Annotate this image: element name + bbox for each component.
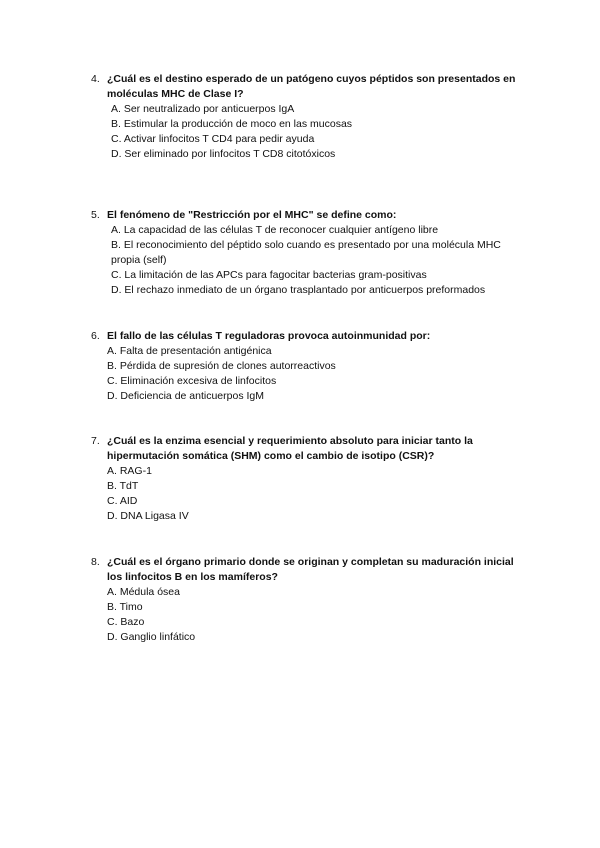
option-c: C. Bazo [107,616,145,628]
option-b: B. TdT [107,480,139,492]
question-header [91,72,531,102]
option-d: D. DNA Ligasa IV [107,510,189,522]
question-7 [91,434,531,524]
question-header [91,555,531,585]
question-header [91,329,531,344]
question-header [91,208,531,223]
option-b: B. Estimular la producción de moco en las mucosas [111,118,353,130]
option-b: B. Timo [107,601,143,613]
options-list [111,223,531,298]
options-list [107,464,531,524]
question-number: 4. [91,73,100,85]
question-6 [91,329,531,404]
question-number: 5. [91,209,100,221]
options-list [107,344,531,404]
question-text: El fenómeno de "Restricción por el MHC" se define como: [107,209,397,221]
options-list [111,102,531,162]
question-5 [91,208,531,298]
option-c: C. La limitación de las APCs para fagocitar bacterias gram-positivas [111,269,427,281]
option-d: D. Ser eliminado por linfocitos T CD8 citotóxicos [111,148,336,160]
option-a: A. Falta de presentación antigénica [107,345,272,357]
question-8 [91,555,531,645]
question-text: El fallo de las células T reguladoras provoca autoinmunidad por: [107,330,431,342]
option-d: D. Deficiencia de anticuerpos IgM [107,390,264,402]
option-a: A. RAG-1 [107,465,152,477]
option-a: A. Médula ósea [107,586,180,598]
option-d: D. El rechazo inmediato de un órgano trasplantado por anticuerpos preformados [111,284,486,296]
question-text: ¿Cuál es el destino esperado de un patógeno cuyos péptidos son presentados en moléculas MHC de Clase I? [107,73,516,100]
question-number: 8. [91,556,100,568]
question-text: ¿Cuál es la enzima esencial y requerimiento absoluto para iniciar tanto la hipermutación somática (SHM) como el cambio de isotipo (CSR)? [107,435,473,462]
question-number: 7. [91,435,100,447]
option-c: C. Activar linfocitos T CD4 para pedir ayuda [111,133,315,145]
question-4 [91,72,531,162]
question-header [91,434,531,464]
option-b: B. El reconocimiento del péptido solo cuando es presentado por una molécula MHC propia (self) [111,239,501,266]
option-c: C. AID [107,495,138,507]
options-list [107,585,531,645]
option-a: A. La capacidad de las células T de reconocer cualquier antígeno libre [111,224,439,236]
question-number: 6. [91,330,100,342]
option-d: D. Ganglio linfático [107,631,196,643]
option-c: C. Eliminación excesiva de linfocitos [107,375,277,387]
question-text: ¿Cuál es el órgano primario donde se originan y completan su maduración inicial los linfocitos B en los mamíferos? [107,556,514,583]
option-b: B. Pérdida de supresión de clones autorreactivos [107,360,336,372]
option-a: A. Ser neutralizado por anticuerpos IgA [111,103,295,115]
